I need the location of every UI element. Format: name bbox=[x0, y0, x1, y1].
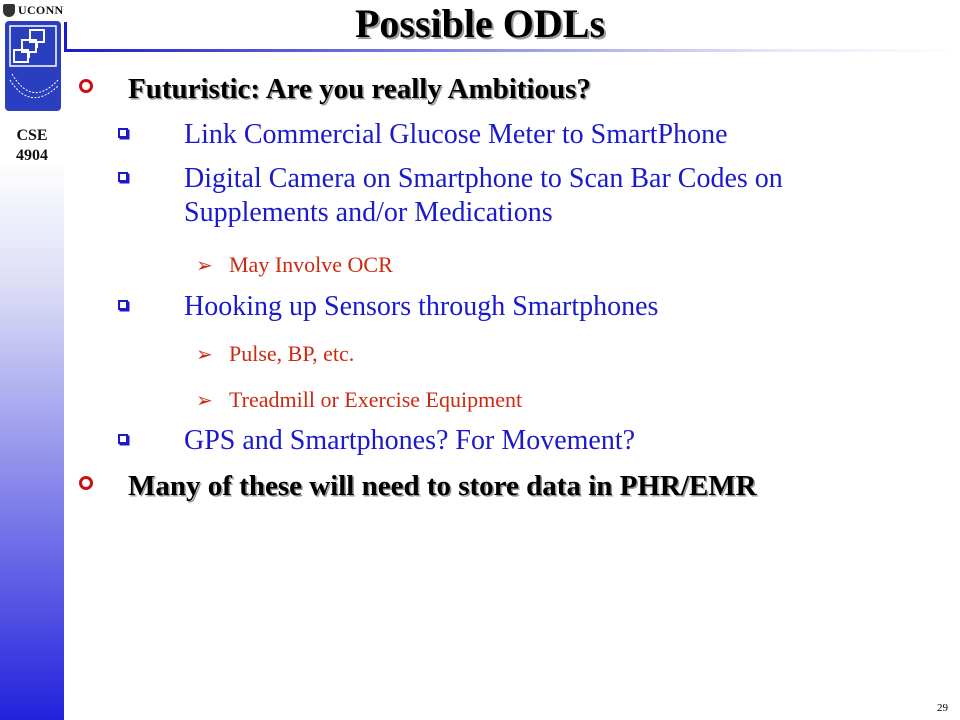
circle-bullet-icon bbox=[79, 79, 93, 93]
arrow-bullet-icon: ➢ bbox=[196, 390, 213, 412]
square-bullet-icon bbox=[118, 300, 128, 310]
bullet-text: Pulse, BP, etc. bbox=[229, 341, 355, 366]
bullet-text: Digital Camera on Smartphone to Scan Bar Codes on Supplements and/or Medications bbox=[184, 163, 783, 228]
bullet-text: Link Commercial Glucose Meter to SmartPhone bbox=[184, 119, 728, 150]
bullet-text: May Involve OCR bbox=[229, 252, 393, 277]
course-line: CSE bbox=[16, 127, 48, 144]
arrow-bullet-icon: ➢ bbox=[196, 255, 213, 277]
square-bullet-icon bbox=[118, 172, 128, 182]
square-bullet-icon bbox=[118, 434, 128, 444]
page-number: 29 bbox=[937, 702, 948, 714]
bullet-text: Futuristic: Are you really Ambitious? bbox=[128, 73, 591, 105]
slide-title: Possible ODLs bbox=[354, 1, 606, 46]
bullet-text: Many of these will need to store data in PHR/EMR bbox=[128, 470, 757, 502]
circle-bullet-icon bbox=[79, 476, 93, 490]
course-line: 4904 bbox=[16, 147, 48, 164]
bullet-text: GPS and Smartphones? For Movement? bbox=[184, 425, 636, 456]
bullet-text: Hooking up Sensors through Smartphones bbox=[184, 291, 659, 322]
bullet-text: Treadmill or Exercise Equipment bbox=[229, 387, 523, 412]
arrow-bullet-icon: ➢ bbox=[196, 344, 213, 366]
header-rule bbox=[64, 49, 960, 52]
square-bullet-icon bbox=[118, 128, 128, 138]
uconn-logo-text: UCONN bbox=[18, 2, 64, 17]
course-code bbox=[0, 126, 64, 166]
